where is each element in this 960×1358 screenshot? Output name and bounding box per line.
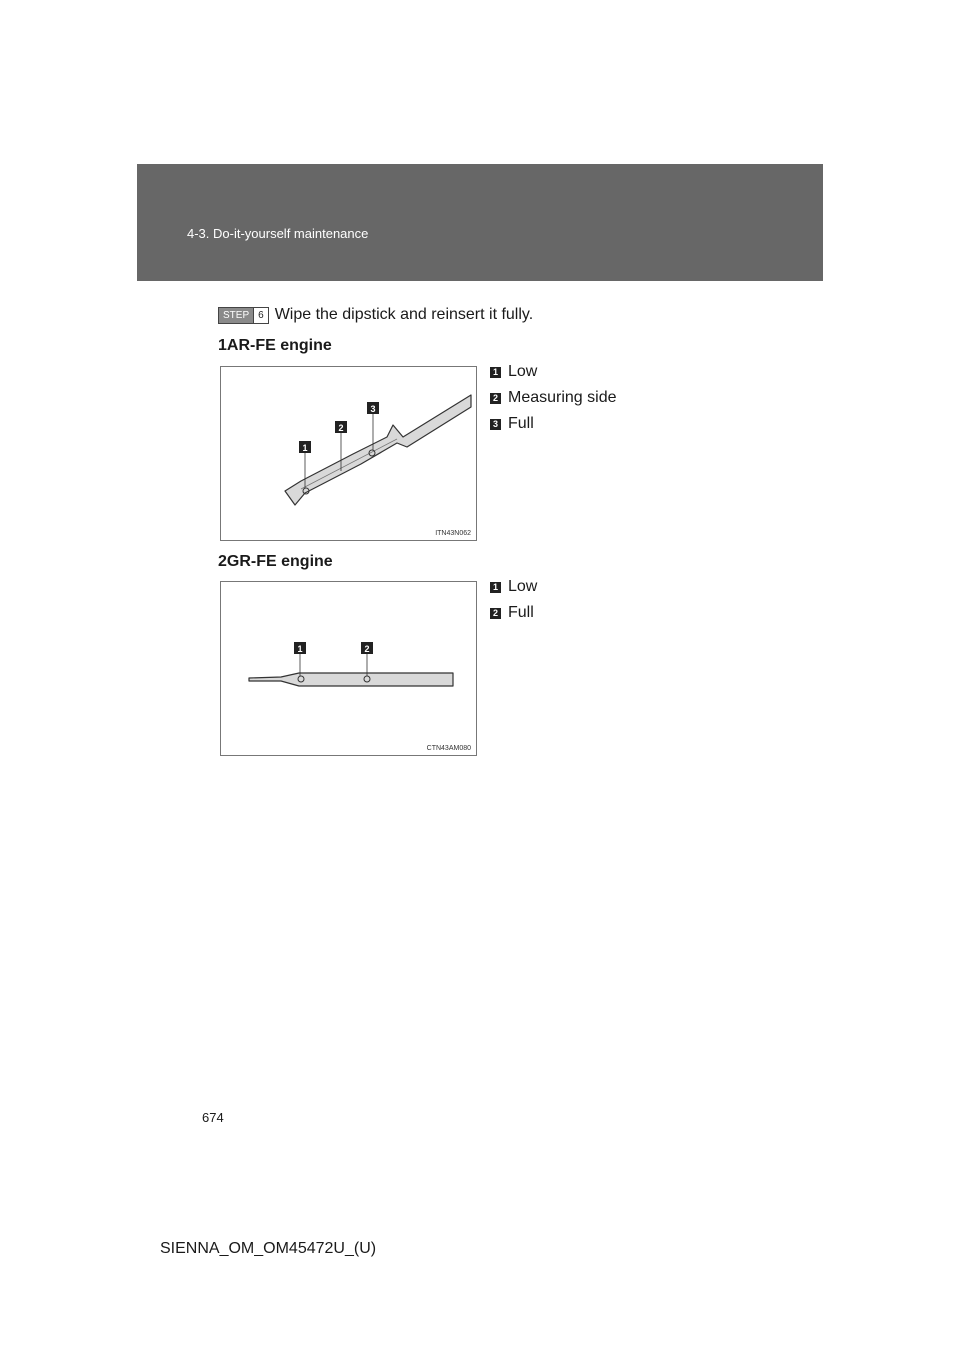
step-badge	[218, 307, 269, 324]
engine-2-title: 2GR-FE engine	[218, 553, 333, 570]
dipstick-2gr-illustration	[221, 582, 476, 755]
legend-item	[490, 411, 617, 437]
dipstick-edge	[301, 439, 397, 489]
legend-label: Low	[508, 363, 538, 380]
legend-item	[490, 600, 537, 626]
step-label: STEP	[219, 308, 253, 323]
step-number: 6	[253, 308, 268, 323]
figure-code: ITN43N062	[435, 530, 471, 537]
callout-2-label: 2	[364, 644, 370, 654]
number-badge: 1	[490, 367, 501, 378]
dipstick-1ar-illustration	[221, 367, 476, 540]
callout-1-label: 1	[302, 443, 308, 453]
number-badge: 2	[490, 393, 501, 404]
callout-2-label: 2	[338, 423, 344, 433]
step-instruction	[218, 305, 533, 325]
dipstick-figure-1	[220, 366, 477, 541]
figure-code: CTN43AM080	[426, 745, 471, 752]
callout-1-label: 1	[297, 644, 303, 654]
dipstick-figure-2	[220, 581, 477, 756]
number-badge: 2	[490, 608, 501, 619]
step-text: Wipe the dipstick and reinsert it fully.	[274, 306, 534, 323]
page-number: 674	[202, 1110, 224, 1125]
legend-2	[490, 574, 537, 626]
legend-item	[490, 385, 617, 411]
callout-3-label: 3	[370, 404, 376, 414]
legend-label: Low	[508, 578, 538, 595]
legend-item	[490, 359, 617, 385]
number-badge: 1	[490, 582, 501, 593]
legend-item	[490, 574, 537, 600]
legend-label: Measuring side	[508, 389, 617, 406]
number-badge: 3	[490, 419, 501, 430]
dipstick-blade	[249, 673, 453, 686]
legend-label: Full	[508, 415, 534, 432]
legend-label: Full	[508, 604, 534, 621]
legend-1	[490, 359, 617, 437]
document-code: SIENNA_OM_OM45472U_(U)	[160, 1240, 377, 1257]
section-header-bar	[137, 164, 823, 281]
engine-1-title: 1AR-FE engine	[218, 337, 332, 354]
section-title: 4-3. Do-it-yourself maintenance	[187, 226, 369, 241]
